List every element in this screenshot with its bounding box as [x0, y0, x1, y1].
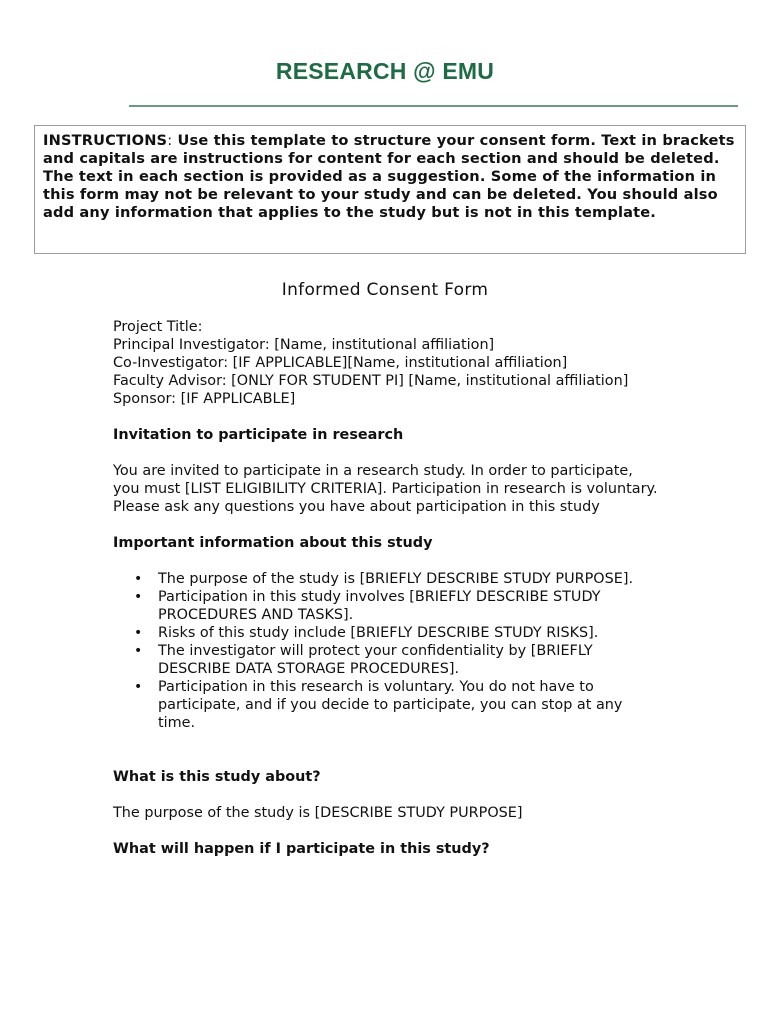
principal-investigator-line: Principal Investigator: [Name, institutional affiliation]	[113, 337, 495, 353]
bullet-icon: •	[134, 679, 143, 695]
instructions-text: Use this template to structure your consent form. Text in brackets and capitals are instructions for content for each section and should be deleted. The text in each section is provided as a suggestion. Some of the information in this form may not be relevant to your study and can be deleted. You should also add any information that applies to the study but is not in this template.	[43, 132, 735, 221]
invitation-heading: Invitation to participate in research	[113, 427, 404, 443]
header-divider	[129, 105, 738, 107]
list-item-text: The investigator will protect your confidentiality by [BRIEFLY DESCRIBE DATA STORAGE PROCEDURES].	[158, 643, 593, 677]
list-item	[134, 642, 658, 678]
instructions-box	[34, 125, 746, 254]
list-item	[134, 570, 658, 588]
research-emu-logo: RESEARCH @ EMU	[275, 58, 495, 84]
instructions-colon: :	[167, 132, 173, 149]
bullet-icon: •	[134, 589, 143, 605]
list-item	[134, 678, 658, 732]
bullet-icon: •	[134, 643, 143, 659]
study-about-body: The purpose of the study is [DESCRIBE STUDY PURPOSE]	[113, 805, 523, 821]
form-title: Informed Consent Form	[281, 280, 489, 300]
important-info-heading: Important information about this study	[113, 535, 433, 551]
study-about-heading: What is this study about?	[113, 769, 321, 785]
list-item-text: Participation in this research is voluntary. You do not have to participate, and if you decide to participate, you can stop at any time.	[158, 679, 623, 731]
list-item	[134, 624, 658, 642]
form-content	[113, 318, 658, 876]
project-title-line: Project Title:	[113, 319, 203, 335]
invitation-body: You are invited to participate in a research study. In order to participate, you must [LIST ELIGIBILITY CRITERIA]. Participation in research is voluntary. Please ask any questions you have about participation in this study	[113, 463, 658, 515]
list-item-text: The purpose of the study is [BRIEFLY DESCRIBE STUDY PURPOSE].	[158, 571, 634, 587]
sponsor-line: Sponsor: [IF APPLICABLE]	[113, 391, 296, 407]
list-item-text: Risks of this study include [BRIEFLY DESCRIBE STUDY RISKS].	[158, 625, 599, 641]
what-happens-heading: What will happen if I participate in this study?	[113, 841, 490, 857]
list-item	[134, 588, 658, 624]
bullet-icon: •	[134, 571, 143, 587]
co-investigator-line: Co-Investigator: [IF APPLICABLE][Name, institutional affiliation]	[113, 355, 568, 371]
important-info-list	[113, 570, 658, 732]
instructions-label: INSTRUCTIONS	[43, 132, 168, 149]
project-meta	[113, 318, 658, 408]
faculty-advisor-line: Faculty Advisor: [ONLY FOR STUDENT PI] [Name, institutional affiliation]	[113, 373, 629, 389]
bullet-icon: •	[134, 625, 143, 641]
list-item-text: Participation in this study involves [BRIEFLY DESCRIBE STUDY PROCEDURES AND TASKS].	[158, 589, 601, 623]
